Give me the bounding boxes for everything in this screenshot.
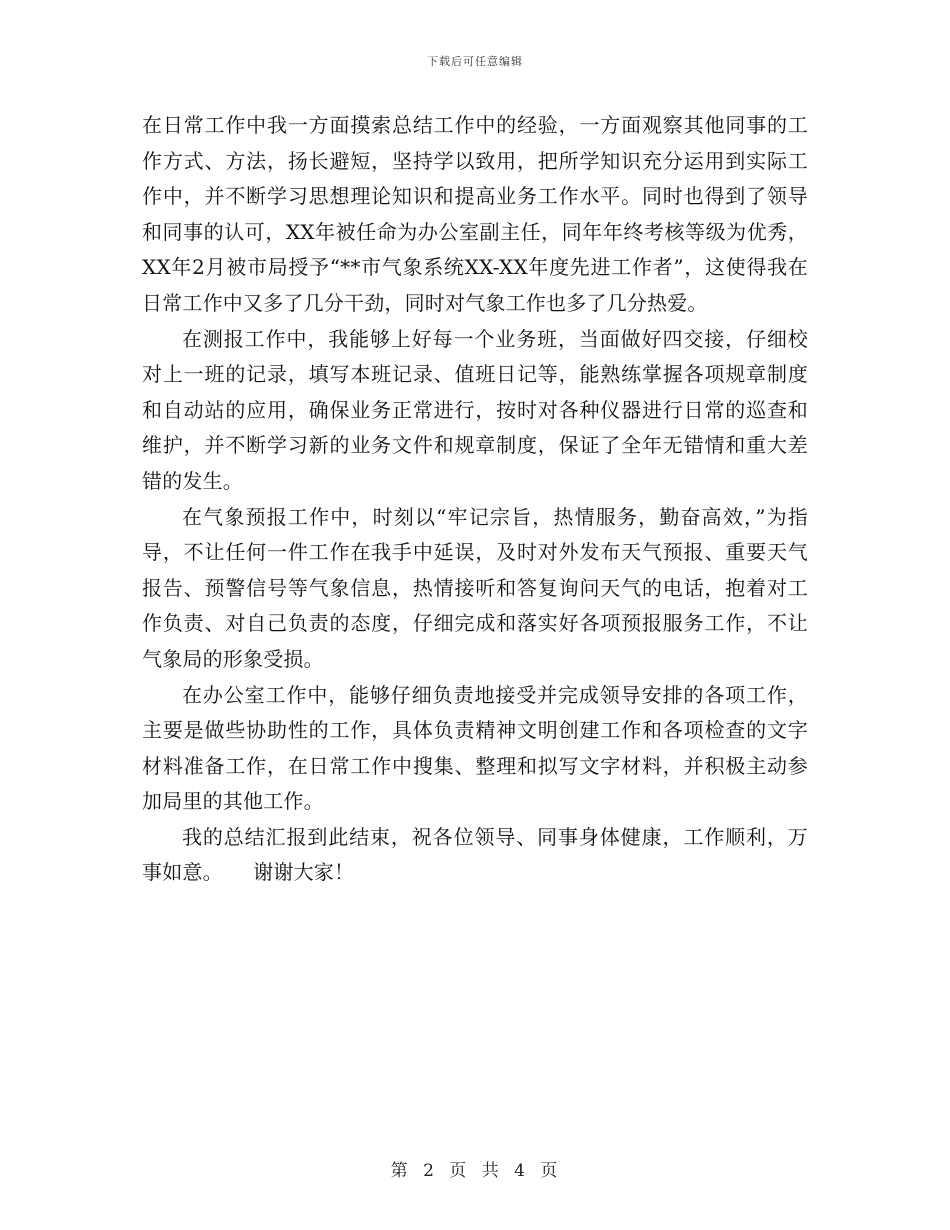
paragraph: 在日常工作中我一方面摸索总结工作中的经验，一方面观察其他同事的工作方式、方法，扬长避短，坚持学以致用，把所学知识充分运用到实际工作中，并不断学习思想理论知识和提高业务工作水平。同时也得到了领导和同事的认可，XX年被任命为办公室副主任，同年年终考核等级为优秀，XX年2月被市局授予“**市气象系统XX-XX年度先进工作者”，这使得我在日常工作中又多了几分干劲，同时对气象工作也多了几分热爱。 bbox=[142, 113, 808, 315]
paragraph: 在气象预报工作中，时刻以“牢记宗旨，热情服务，勤奋高效，”为指导，不让任何一件工作在我手中延误，及时对外发布天气预报、重要天气报告、预警信号等气象信息，热情接听和答复询问天气的电话，抱着对工作负责、对自己负责的态度，仔细完成和落实好各项预报服务工作，不让气象局的形象受损。 bbox=[142, 504, 808, 671]
paragraph: 在办公室工作中，能够仔细负责地接受并完成领导安排的各项工作，主要是做些协助性的工作，具体负责精神文明创建工作和各项检查的文字材料准备工作，在日常工作中搜集、整理和拟写文字材料，并积极主动参加局里的其他工作。 bbox=[142, 682, 808, 814]
document-body bbox=[142, 108, 808, 891]
page-header: 下载后可任意编辑 bbox=[427, 55, 523, 68]
paragraph: 在测报工作中，我能够上好每一个业务班，当面做好四交接，仔细校对上一班的记录，填写本班记录、值班日记等，能熟练掌握各项规章制度和自动站的应用，确保业务正常进行，按时对各种仪器进行日常的巡查和维护，并不断学习新的业务文件和规章制度，保证了全年无错情和重大差错的发生。 bbox=[142, 326, 808, 493]
paragraph: 我的总结汇报到此结束，祝各位领导、同事身体健康，工作顺利，万事如意。 谢谢大家！ bbox=[142, 824, 808, 885]
page-number: 第 2 页 共 4 页 bbox=[390, 1161, 560, 1181]
